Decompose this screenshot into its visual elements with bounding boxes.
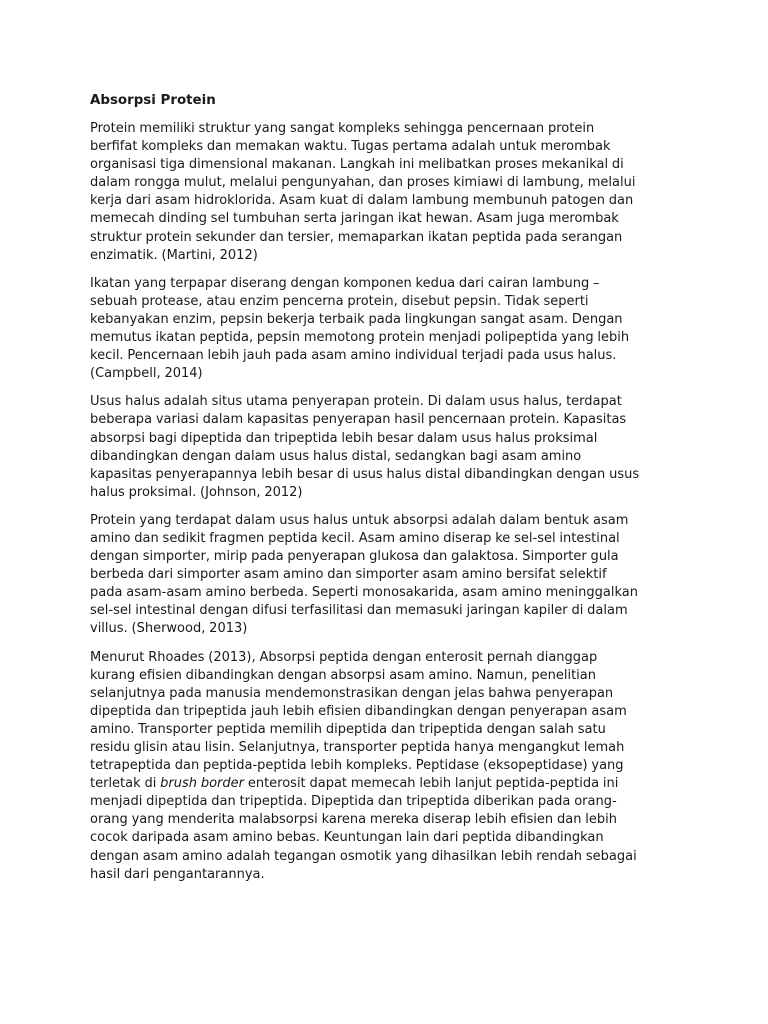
text-line: kerja dari asam hidroklorida. Asam kuat di dalam lambung membunuh patogen dan: [90, 193, 634, 209]
line-prefix: terletak di: [90, 776, 161, 792]
text-line: Ikatan yang terpapar diserang dengan komponen kedua dari cairan lambung –: [90, 275, 600, 291]
text-line: kebanyakan enzim, pepsin bekerja terbaik pada lingkungan sangat asam. Dengan: [90, 311, 623, 327]
text-line: villus. (Sherwood, 2013): [90, 621, 248, 637]
text-line: berbeda dari simporter asam amino dan simporter asam amino bersifat selektif: [90, 567, 607, 583]
text-line: memecah dinding sel tumbuhan serta jaringan ikat hewan. Asam juga merombak: [90, 211, 619, 227]
text-line: dibandingkan dengan dalam usus halus distal, sedangkan bagi asam amino: [90, 448, 582, 464]
text-line: residu glisin atau lisin. Selanjutnya, transporter peptida hanya mengangkut lemah: [90, 740, 625, 755]
text-line: hasil dari pengantarannya.: [90, 866, 265, 882]
document-title: Absorpsi Protein: [90, 93, 216, 108]
text-line: dengan asam amino adalah tegangan osmotik yang dihasilkan lebih rendah sebagai: [90, 848, 637, 864]
text-line: amino. Transporter peptida memilih dipeptida dan tripeptida dengan salah satu: [90, 721, 606, 737]
paragraph-5: [90, 649, 682, 884]
text-line: dalam rongga mulut, melalui pengunyahan, dan proses kimiawi di lambung, melalui: [90, 175, 636, 191]
text-line: organisasi tiga dimensional makanan. Langkah ini melibatkan proses mekanikal di: [90, 157, 624, 173]
text-line: Protein yang terdapat dalam usus halus untuk absorpsi adalah dalam bentuk asam: [90, 512, 629, 528]
text-line-with-italic: [90, 775, 682, 793]
text-line: halus proksimal. (Johnson, 2012): [90, 484, 303, 500]
text-line: (Campbell, 2014): [90, 366, 203, 382]
text-line: menjadi dipeptida dan tripeptida. Dipeptida dan tripeptida diberikan pada orang-: [90, 794, 617, 810]
text-line: pada asam-asam amino berbeda. Seperti monosakarida, asam amino meninggalkan: [90, 585, 638, 601]
text-line: enzimatik. (Martini, 2012): [90, 247, 258, 263]
text-line: Usus halus adalah situs utama penyerapan protein. Di dalam usus halus, terdapat: [90, 394, 622, 410]
text-line: selanjutnya pada manusia mendemonstrasikan dengan jelas bahwa penyerapan: [90, 685, 614, 701]
text-line: dipeptida dan tripeptida jauh lebih efisien dibandingkan dengan penyerapan asam: [90, 703, 627, 719]
paragraph-4: [90, 512, 682, 639]
text-line: Protein memiliki struktur yang sangat kompleks sehingga pencernaan protein: [90, 121, 595, 136]
text-line: kapasitas penyerapannya lebih besar di usus halus distal dibandingkan dengan usus: [90, 466, 640, 482]
text-line: amino dan sedikit fragmen peptida kecil. Asam amino diserap ke sel-sel intestinal: [90, 530, 620, 546]
text-line: tetrapeptida dan peptida-peptida lebih kompleks. Peptidase (eksopeptidase) yang: [90, 758, 624, 774]
paragraph-3: [90, 393, 682, 502]
paragraph-1: [90, 120, 682, 265]
paragraph-2: [90, 275, 682, 384]
text-line: berfifat kompleks dan memakan waktu. Tugas pertama adalah untuk merombak: [90, 139, 611, 155]
text-line: cocok daripada asam amino bebas. Keuntungan lain dari peptida dibandingkan: [90, 830, 604, 846]
italic-term: brush border: [160, 776, 244, 792]
text-line: struktur protein sekunder dan tersier, memaparkan ikatan peptida pada serangan: [90, 229, 623, 245]
text-line: sebuah protease, atau enzim pencerna protein, disebut pepsin. Tidak seperti: [90, 293, 589, 309]
text-line: absorpsi bagi dipeptida dan tripeptida lebih besar dalam usus halus proksimal: [90, 430, 598, 446]
text-line: beberapa variasi dalam kapasitas penyerapan hasil pencernaan protein. Kapasitas: [90, 412, 627, 428]
line-suffix: enterosit dapat memecah lebih lanjut peptida-peptida ini: [244, 776, 619, 792]
text-line: memutus ikatan peptida, pepsin memotong protein menjadi polipeptida yang lebih: [90, 330, 630, 346]
text-line: sel-sel intestinal dengan difusi terfasilitasi dan memasuki jaringan kapiler di dalam: [90, 603, 628, 619]
document-body: [90, 92, 682, 894]
text-line: Menurut Rhoades (2013), Absorpsi peptida dengan enterosit pernah dianggap: [90, 649, 598, 665]
text-line: kurang efisien dibandingkan dengan absorpsi asam amino. Namun, penelitian: [90, 667, 596, 683]
text-line: dengan simporter, mirip pada penyerapan glukosa dan galaktosa. Simporter gula: [90, 549, 619, 565]
text-line: orang yang menderita malabsorpsi karena mereka diserap lebih efisien dan lebih: [90, 812, 617, 828]
text-line: kecil. Pencernaan lebih jauh pada asam amino individual terjadi pada usus halus.: [90, 348, 617, 364]
